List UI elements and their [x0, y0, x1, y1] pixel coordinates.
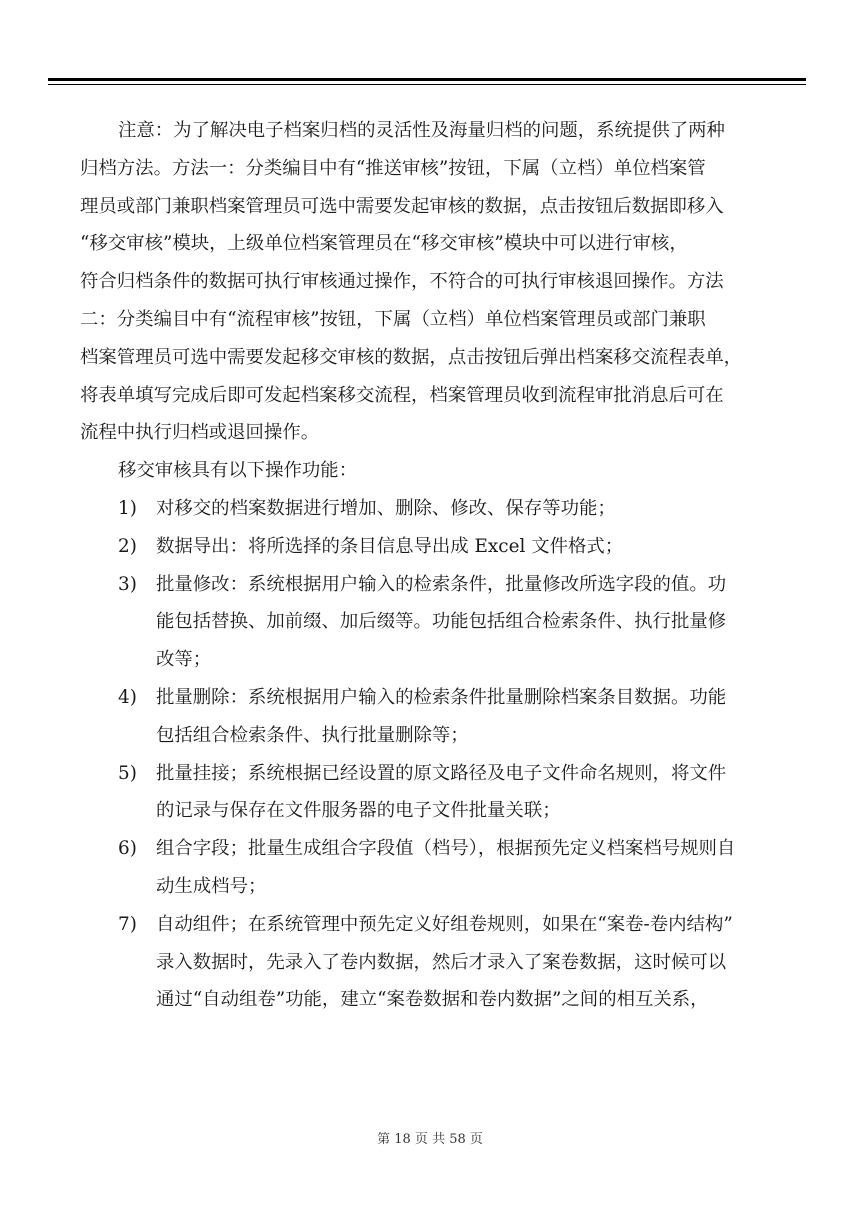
- list-item-line: 数据导出：将所选择的条目信息导出成 Excel 文件格式；: [156, 535, 624, 557]
- list-item: [80, 566, 792, 679]
- intro-line: 移交审核具有以下操作功能：: [118, 460, 358, 482]
- list-item-line: 自动组件；在系统管理中预先定义好组卷规则，如果在“案卷-卷内结构”: [156, 913, 733, 935]
- list-item-line: 对移交的档案数据进行增加、删除、修改、保存等功能；: [156, 497, 616, 519]
- list-item: [80, 679, 792, 755]
- list-item-line: 能包括替换、加前缀、加后缀等。功能包括组合检索条件、执行批量修: [156, 611, 727, 633]
- list-item-number: 2): [118, 535, 137, 557]
- list-item-line: 的记录与保存在文件服务器的电子文件批量关联；: [156, 800, 561, 822]
- list-item-line: 批量删除：系统根据用户输入的检索条件批量删除档案条目数据。功能: [156, 686, 727, 708]
- header-rule-thick: [48, 78, 806, 81]
- list-item-number: 6): [118, 838, 137, 860]
- list-item: [80, 528, 792, 566]
- list-item-line: 通过“自动组卷”功能，建立“案卷数据和卷内数据”之间的相互关系，: [156, 989, 709, 1011]
- note-line: “移交审核”模块，上级单位档案管理员在“移交审核”模块中可以进行审核，: [80, 233, 688, 255]
- note-line: 注意：为了解决电子档案归档的灵活性及海量归档的问题，系统提供了两种: [118, 120, 725, 141]
- list-item-line: 动生成档号；: [156, 875, 267, 897]
- note-line: 档案管理员可选中需要发起移交审核的数据，点击按钮后弹出档案移交流程表单，: [80, 346, 743, 368]
- note-line: 流程中执行归档或退回操作。: [80, 422, 320, 444]
- page-footer: 第 18 页 共 58 页: [377, 1132, 483, 1147]
- note-line: 归档方法。方法一：分类编目中有“推送审核”按钮，下属（立档）单位档案管: [80, 157, 706, 179]
- list-item-number: 5): [118, 762, 137, 784]
- list-item-line: 批量挂接；系统根据已经设置的原文路径及电子文件命名规则，将文件: [156, 762, 727, 784]
- list-item-number: 4): [118, 686, 137, 708]
- note-line: 理员或部门兼职档案管理员可选中需要发起审核的数据，点击按钮后数据即移入: [80, 195, 724, 217]
- list-item: [80, 490, 792, 528]
- note-paragraph: [80, 112, 792, 452]
- list-item-line: 录入数据时，先录入了卷内数据，然后才录入了案卷数据，这时候可以: [156, 951, 727, 973]
- list-item: [80, 755, 792, 831]
- list-item-line: 包括组合检索条件、执行批量删除等；: [156, 724, 469, 746]
- list-item-number: 3): [118, 573, 137, 595]
- function-list: [80, 490, 792, 1019]
- list-item-number: 1): [118, 497, 137, 519]
- list-item-line: 批量修改：系统根据用户输入的检索条件，批量修改所选字段的值。功: [156, 573, 727, 595]
- header-rule-thin: [48, 84, 806, 85]
- list-item: [80, 906, 792, 1019]
- list-item: [80, 830, 792, 906]
- list-item-line: 改等；: [156, 649, 212, 671]
- note-line: 将表单填写完成后即可发起档案移交流程，档案管理员收到流程审批消息后可在: [80, 384, 724, 406]
- note-line: 二：分类编目中有“流程审核”按钮，下属（立档）单位档案管理员或部门兼职: [80, 308, 706, 330]
- page-body: [80, 112, 792, 1019]
- list-item-number: 7): [118, 913, 137, 935]
- note-line: 符合归档条件的数据可执行审核通过操作，不符合的可执行审核退回操作。方法: [80, 271, 724, 293]
- list-item-line: 组合字段；批量生成组合字段值（档号），根据预先定义档案档号规则自: [156, 838, 736, 860]
